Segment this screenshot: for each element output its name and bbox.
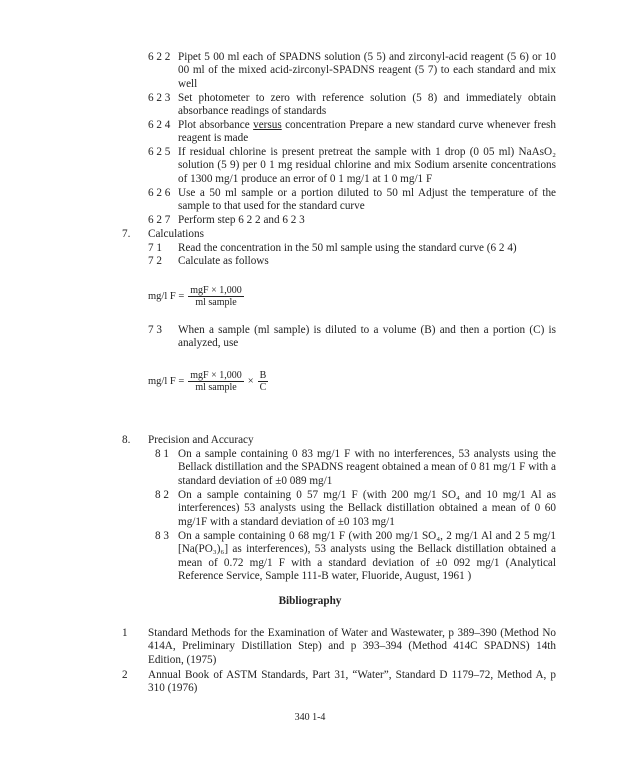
formula-lhs: mg/l F = bbox=[148, 291, 185, 302]
step-text: Pipet 5 00 ml each of SPADNS solution (5 5) and zirconyl-acid reagent (5 6) or 10 00 ml of the mixed acid-zirconyl-SPADNS reagent (5 7) to each standard and mix well bbox=[178, 51, 556, 90]
reference-number: 2 bbox=[122, 669, 128, 681]
times-sign: × bbox=[247, 376, 254, 387]
item-number: 8 3 bbox=[155, 530, 169, 542]
denominator: ml sample bbox=[195, 297, 237, 308]
step-text: If residual chlorine is present pretreat the sample with 1 drop (0 05 ml) NaAsO₂ solution (5 9) per 0 1 mg residual chlorine and mix Sodium arsenite concentrations of 1300 mg/1 produce an error of 0 1 mg/1 at 1 0 mg/1 F bbox=[178, 146, 556, 185]
numerator: B bbox=[259, 370, 267, 381]
formula-2 bbox=[148, 370, 268, 393]
step-text: Use a 50 ml sample or a portion diluted to 50 ml Adjust the temperature of the sample to that used for the standard curve bbox=[178, 187, 556, 213]
formula-lhs: mg/l F = bbox=[148, 376, 185, 387]
step-number: 6 2 5 bbox=[148, 146, 171, 158]
item-text: Read the concentration in the 50 ml sample using the standard curve (6 2 4) bbox=[178, 242, 517, 254]
underlined-text: versus bbox=[253, 119, 282, 131]
reference-text: Standard Methods for the Examination of Water and Wastewater, p 389–390 (Method No 414A, Preliminary Distillation Step) and p 393–394 (Method 414C SPADNS) 14th Edition, (1975) bbox=[148, 627, 556, 666]
step-number: 6 2 3 bbox=[148, 92, 171, 104]
item-number: 8 2 bbox=[155, 489, 169, 501]
item-number: 8 1 bbox=[155, 448, 169, 460]
step-text: Set photometer to zero with reference solution (5 8) and immediately obtain absorbance readings of standards bbox=[178, 92, 556, 118]
item-text: Calculate as follows bbox=[178, 255, 269, 267]
page-number: 340 1-4 bbox=[294, 712, 326, 723]
item-number: 7 1 bbox=[148, 242, 162, 254]
item-number: 7 3 bbox=[148, 324, 162, 336]
step-text bbox=[178, 119, 556, 146]
step-number: 6 2 6 bbox=[148, 187, 171, 199]
step-text: Perform step 6 2 2 and 6 2 3 bbox=[178, 214, 305, 226]
bibliography-heading: Bibliography bbox=[278, 595, 342, 607]
denominator: ml sample bbox=[195, 382, 237, 393]
step-number: 6 2 2 bbox=[148, 51, 171, 63]
item-text: When a sample (ml sample) is diluted to a volume (B) and then a portion (C) is analyzed, use bbox=[178, 324, 556, 350]
text: Plot absorbance bbox=[178, 119, 254, 131]
section-number: 8. bbox=[122, 434, 131, 446]
step-number: 6 2 7 bbox=[148, 214, 171, 226]
formula-1 bbox=[148, 285, 244, 308]
numerator: mgF × 1,000 bbox=[190, 285, 242, 296]
text: concentration Prepare a new standard curve whenever fresh reagent is made bbox=[178, 119, 556, 145]
step-number: 6 2 4 bbox=[148, 119, 171, 131]
reference-number: 1 bbox=[122, 627, 128, 639]
item-text: On a sample containing 0 57 mg/1 F (with 200 mg/1 SO₄ and 10 mg/1 Al as interferences) 53 analysts using the Bellack distillation obtained a mean of 0 60 mg/1F with a standard deviation of ±0 103 mg/1 bbox=[178, 489, 556, 528]
section-title: Calculations bbox=[148, 228, 204, 240]
item-text: On a sample containing 0 68 mg/1 F (with 200 mg/1 SO₄, 2 mg/1 Al and 2 5 mg/1 [Na(PO₃)₆] as interferences), 53 analysts using the Bellack distillation obtained a mean of 0.72 mg/1 F with a standard deviation of ±0 092 mg/1 (Analytical Reference Service, Sample 111-B water, Fluoride, August, 1961 ) bbox=[178, 530, 556, 583]
item-text: On a sample containing 0 83 mg/1 F with no interferences, 53 analysts using the Bellack distillation and the SPADNS reagent obtained a mean of 0 81 mg/1 F with a standard deviation of ±0 089 mg/1 bbox=[178, 448, 556, 487]
section-title: Precision and Accuracy bbox=[148, 434, 254, 446]
section-number: 7. bbox=[122, 228, 131, 240]
numerator: mgF × 1,000 bbox=[190, 370, 242, 381]
item-number: 7 2 bbox=[148, 255, 162, 267]
reference-text: Annual Book of ASTM Standards, Part 31, “Water”, Standard D 1179–72, Method A, p 310 (1976) bbox=[148, 669, 556, 695]
denominator: C bbox=[259, 382, 267, 393]
